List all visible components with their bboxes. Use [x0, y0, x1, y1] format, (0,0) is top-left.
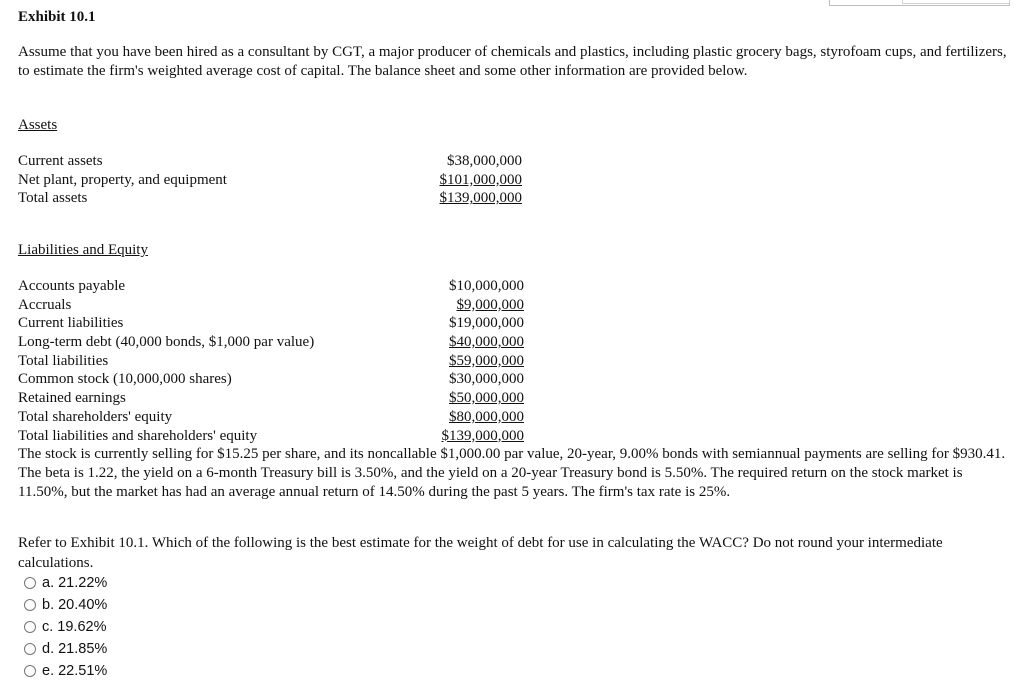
- option-c[interactable]: [24, 616, 107, 638]
- row-label: Current assets: [18, 153, 103, 169]
- row-value: $80,000,000: [449, 408, 524, 425]
- table-row: [18, 427, 524, 446]
- row-value: $101,000,000: [439, 171, 522, 188]
- table-row: [18, 171, 522, 190]
- stock-bond-details: The stock is currently selling for $15.25 per share, and its noncallable $1,000.00 par value, 20-year, 9.00% bonds with semiannual payments are selling for $930.41. The beta is 1.22, the yield on a 6-month Treasury bill is 3.50%, and the yield on a 20-year Treasury bond is 5.50%. The required return on the stock market is 11.50%, but the market has had an average annual return of 14.50% during the past 5 years. The firm's tax rate is 25%.: [18, 446, 1006, 500]
- option-label: e. 22.51%: [42, 663, 108, 679]
- option-label: d. 21.85%: [42, 641, 108, 657]
- top-frame-inner: [902, 0, 1010, 4]
- row-value: $40,000,000: [449, 334, 524, 351]
- assets-heading: Assets: [18, 117, 58, 133]
- table-row: [18, 189, 522, 208]
- answer-options: [24, 572, 107, 682]
- row-label: Total shareholders' equity: [18, 408, 173, 425]
- row-label: Accounts payable: [18, 278, 126, 294]
- radio-button-e[interactable]: [24, 665, 36, 677]
- option-label: c. 19.62%: [42, 619, 107, 635]
- table-row: [18, 333, 524, 352]
- row-value: $9,000,000: [456, 296, 524, 313]
- table-row: [18, 370, 524, 389]
- liabilities-heading: Liabilities and Equity: [18, 242, 148, 258]
- option-label: b. 20.40%: [42, 597, 108, 613]
- row-value: $139,000,000: [439, 190, 522, 207]
- table-row: [18, 352, 524, 371]
- liabilities-table: [18, 277, 524, 445]
- exhibit-title: Exhibit 10.1: [18, 9, 96, 25]
- row-value: $10,000,000: [449, 278, 524, 294]
- top-frame: [829, 0, 1010, 6]
- option-b[interactable]: [24, 594, 107, 616]
- row-value: $59,000,000: [449, 352, 524, 369]
- row-value: $19,000,000: [449, 315, 524, 332]
- row-value: $38,000,000: [447, 153, 522, 169]
- row-label: Total liabilities: [18, 352, 109, 369]
- question-text: Refer to Exhibit 10.1. Which of the following is the best estimate for the weight of debt for use in calculating the WACC? Do not round your intermediate calculations.: [18, 535, 943, 571]
- table-row: [18, 296, 524, 315]
- row-label: Retained earnings: [18, 390, 126, 407]
- option-a[interactable]: [24, 572, 107, 594]
- row-label: Net plant, property, and equipment: [18, 171, 227, 188]
- row-label: Accruals: [18, 296, 72, 313]
- radio-button-c[interactable]: [24, 621, 36, 633]
- row-value: $50,000,000: [449, 390, 524, 407]
- row-label: Current liabilities: [18, 315, 124, 332]
- row-value: $139,000,000: [441, 427, 524, 444]
- table-row: [18, 314, 524, 333]
- row-label: Long-term debt (40,000 bonds, $1,000 par value): [18, 334, 315, 351]
- radio-button-d[interactable]: [24, 643, 36, 655]
- table-row: [18, 152, 522, 171]
- row-value: $30,000,000: [449, 371, 524, 388]
- exhibit-intro: Assume that you have been hired as a consultant by CGT, a major producer of chemicals and plastics, including plastic grocery bags, styrofoam cups, and fertilizers, to estimate the firm's weighted average cost of capital. The balance sheet and some other information are provided below.: [18, 44, 1007, 79]
- table-row: [18, 408, 524, 427]
- table-row: [18, 277, 524, 296]
- option-label: a. 21.22%: [42, 575, 108, 591]
- option-d[interactable]: [24, 638, 107, 660]
- radio-button-b[interactable]: [24, 599, 36, 611]
- row-label: Total liabilities and shareholders' equity: [18, 427, 258, 444]
- row-label: Common stock (10,000,000 shares): [18, 371, 232, 388]
- row-label: Total assets: [18, 190, 88, 207]
- table-row: [18, 389, 524, 408]
- assets-table: [18, 152, 522, 208]
- radio-button-a[interactable]: [24, 577, 36, 589]
